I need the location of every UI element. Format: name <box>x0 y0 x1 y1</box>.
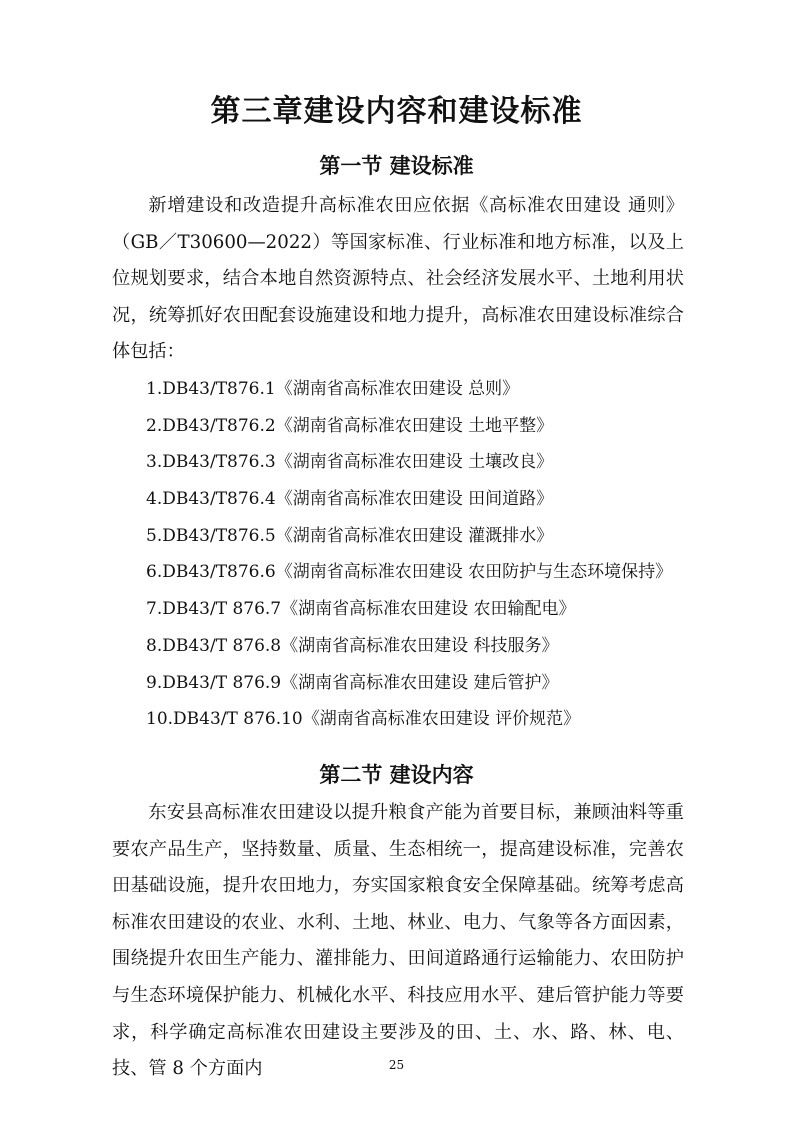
standard-item: 10.DB43/T 876.10《湖南省高标准农田建设 评价规范》 <box>146 709 581 730</box>
standards-intro-paragraph: 新增建设和改造提升高标准农田应依据《高标准农田建设 通则》（GB／T30600—2022）等国家标准、行业标准和地方标准，以及上位规划要求，结合本地自然资源特点、社会经济发展水平、土地利用状况，统筹抓好农田配套设施建设和地力提升，高标准农田建设标准综合体包括： <box>112 195 684 363</box>
chapter-title: 第三章建设内容和建设标准 <box>210 94 583 129</box>
section-title-standards: 第一节 建设标准 <box>319 154 474 178</box>
content-paragraph: 东安县高标准农田建设以提升粮食产能为首要目标，兼顾油料等重要农产品生产，坚持数量、质量、生态相统一，提高建设标准，完善农田基础设施，提升农田地力，夯实国家粮食安全保障基础。统筹考虑高标准农田建设的农业、水利、土地、林业、电力、气象等各方面因素，围绕提升农田生产能力、灌排能力、田间道路通行运输能力、农田防护与生态环境保护能力、机械化水平、科技应用水平、建后管护能力等要求，科学确定高标准农田建设主要涉及的田、土、水、路、林、电、技、管 8 个方面内 <box>112 802 684 1080</box>
standard-item: 7.DB43/T 876.7《湖南省高标准农田建设 农田输配电》 <box>146 599 576 620</box>
standard-item: 4.DB43/T876.4《湖南省高标准农田建设 田间道路》 <box>146 489 554 510</box>
standard-item: 8.DB43/T 876.8《湖南省高标准农田建设 科技服务》 <box>146 635 559 656</box>
standard-item: 2.DB43/T876.2《湖南省高标准农田建设 土地平整》 <box>146 415 554 436</box>
page-number: 25 <box>388 1058 405 1072</box>
standard-item: 6.DB43/T876.6《湖南省高标准农田建设 农田防护与生态环境保持》 <box>146 562 673 583</box>
standard-item: 5.DB43/T876.5《湖南省高标准农田建设 灌溉排水》 <box>146 525 554 546</box>
standard-item: 3.DB43/T876.3《湖南省高标准农田建设 土壤改良》 <box>146 452 554 473</box>
section-title-content: 第二节 建设内容 <box>319 763 474 787</box>
standard-item: 1.DB43/T876.1《湖南省高标准农田建设 总则》 <box>146 379 520 399</box>
standard-item: 9.DB43/T 876.9《湖南省高标准农田建设 建后管护》 <box>146 672 559 693</box>
standards-list <box>146 371 672 738</box>
